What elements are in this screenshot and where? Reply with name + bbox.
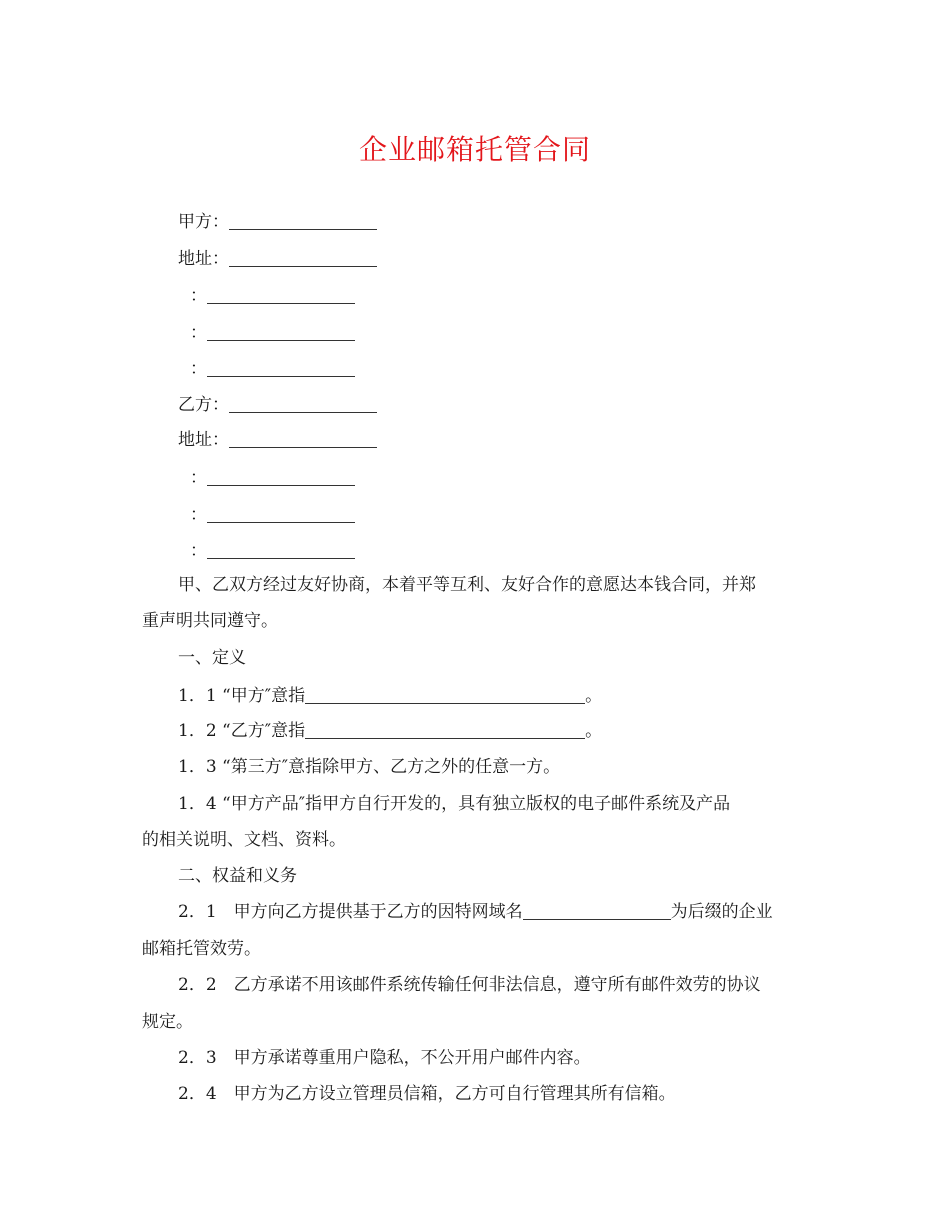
party-a-field-line: [190, 321, 355, 345]
clause-1-4-cont: 的相关说明、文档、资料。: [142, 830, 346, 850]
clause-text: 为后缀的企业: [670, 902, 773, 922]
clause-text: 1．2 “乙方″意指: [178, 721, 306, 741]
clause-1-4: 1．4 “甲方产品″指甲方自行开发的，具有独立版权的电子邮件系统及产品: [178, 794, 731, 814]
party-b-blank: [229, 394, 377, 413]
party-b-field-line: [190, 503, 355, 527]
party-a-label: 甲方：: [178, 212, 229, 232]
clause-2-1: [178, 900, 773, 924]
party-a-field-label: ：: [190, 359, 207, 379]
party-b-address-blank: [229, 429, 377, 448]
party-a-address-blank: [229, 248, 377, 267]
party-b-field-line: [190, 466, 355, 490]
section-heading: 二、权益和义务: [178, 866, 297, 886]
party-a-field-label: ：: [190, 323, 207, 343]
party-b-address-label: 地址：: [178, 430, 229, 450]
party-a-field-blank: [207, 358, 355, 377]
party-b-field-label: ：: [190, 541, 207, 561]
party-b-field-label: ：: [190, 505, 207, 525]
document-title: 企业邮箱托管合同: [358, 133, 591, 166]
party-a-address-line: [178, 247, 377, 271]
section-heading: 一、定义: [178, 648, 246, 668]
party-b-line: [178, 393, 377, 417]
clause-blank: [305, 685, 585, 704]
party-b-field-line: [190, 539, 355, 563]
party-a-field-line: [190, 284, 355, 308]
party-b-field-label: ：: [190, 468, 207, 488]
clause-1-3: 1．3 “第三方″意指除甲方、乙方之外的任意一方。: [178, 757, 561, 777]
party-a-field-blank: [207, 285, 355, 304]
party-a-field-line: [190, 357, 355, 381]
party-b-field-blank: [207, 540, 355, 559]
clause-text: 。: [585, 721, 603, 741]
party-b-address-line: [178, 428, 377, 452]
party-b-field-blank: [207, 504, 355, 523]
clause-blank: [523, 901, 671, 920]
party-a-field-blank: [207, 322, 355, 341]
party-a-address-label: 地址：: [178, 249, 229, 269]
clause-2-3: 2．3 甲方承诺尊重用户隐私，不公开用户邮件内容。: [178, 1048, 591, 1068]
clause-1-2: [178, 719, 602, 743]
clause-2-2-cont: 规定。: [142, 1012, 193, 1032]
clause-1-1: [178, 684, 602, 708]
clause-text: 1．1 “甲方″意指: [178, 686, 306, 706]
party-a-blank: [229, 211, 377, 230]
party-a-line: [178, 210, 377, 234]
intro-line: 重声明共同遵守。: [142, 611, 278, 631]
intro-line: 甲、乙双方经过友好协商，本着平等互利、友好合作的意愿达本钱合同，并郑: [178, 575, 756, 595]
clause-2-1-cont: 邮箱托管效劳。: [142, 939, 261, 959]
party-b-label: 乙方：: [178, 395, 229, 415]
party-a-field-label: ：: [190, 286, 207, 306]
clause-text: 。: [585, 686, 603, 706]
clause-blank: [305, 720, 585, 739]
clause-2-2: 2．2 乙方承诺不用该邮件系统传输任何非法信息，遵守所有邮件效劳的协议: [178, 975, 761, 995]
clause-2-4: 2．4 甲方为乙方设立管理员信箱，乙方可自行管理其所有信箱。: [178, 1084, 676, 1104]
clause-text: 2．1 甲方向乙方提供基于乙方的因特网域名: [178, 902, 523, 922]
party-b-field-blank: [207, 467, 355, 486]
